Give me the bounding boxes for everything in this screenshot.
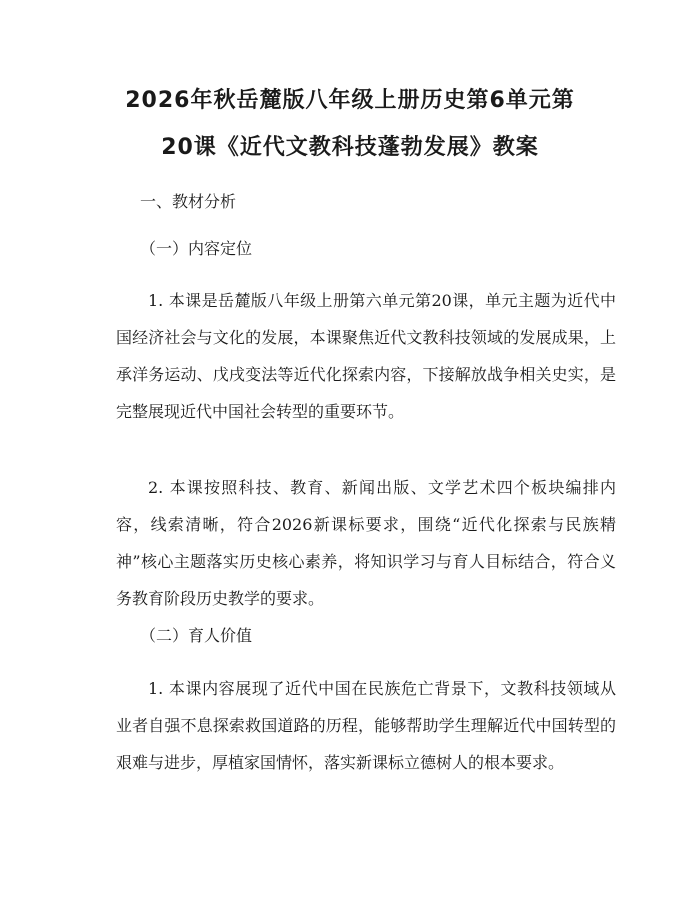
document-title-line-1: 2026年秋岳麓版八年级上册历史第6单元第 [125,88,575,113]
paragraph-content-positioning-1: 1. 本课是岳麓版八年级上册第六单元第20课，单元主题为近代中国经济社会与文化的发展，本课聚焦近代文教科技领域的发展成果，上承洋务运动、戊戌变法等近代化探索内容，下接解放战争相关史实，是完整展现近代中国社会转型的重要环节。 [116,291,616,421]
paragraph-content-positioning-2: 2. 本课按照科技、教育、新闻出版、文学艺术四个板块编排内容，线索清晰，符合2026新课标要求，围绕“近代化探索与民族精神”核心主题落实历史核心素养，将知识学习与育人目标结合，符合义务教育阶段历史教学的要求。 [116,478,616,608]
section-heading-textbook-analysis: 一、教材分析 [140,192,237,211]
subsection-heading-content-positioning: （一）内容定位 [140,239,253,258]
subsection-heading-educational-value: （二）育人价值 [140,626,253,645]
document-title-line-2: 20课《近代文教科技蓬勃发展》教案 [161,135,539,160]
paragraph-educational-value-1: 1. 本课内容展现了近代中国在民族危亡背景下，文教科技领域从业者自强不息探索救国道路的历程，能够帮助学生理解近代中国转型的艰难与进步，厚植家国情怀，落实新课标立德树人的根本要求。 [116,679,616,772]
